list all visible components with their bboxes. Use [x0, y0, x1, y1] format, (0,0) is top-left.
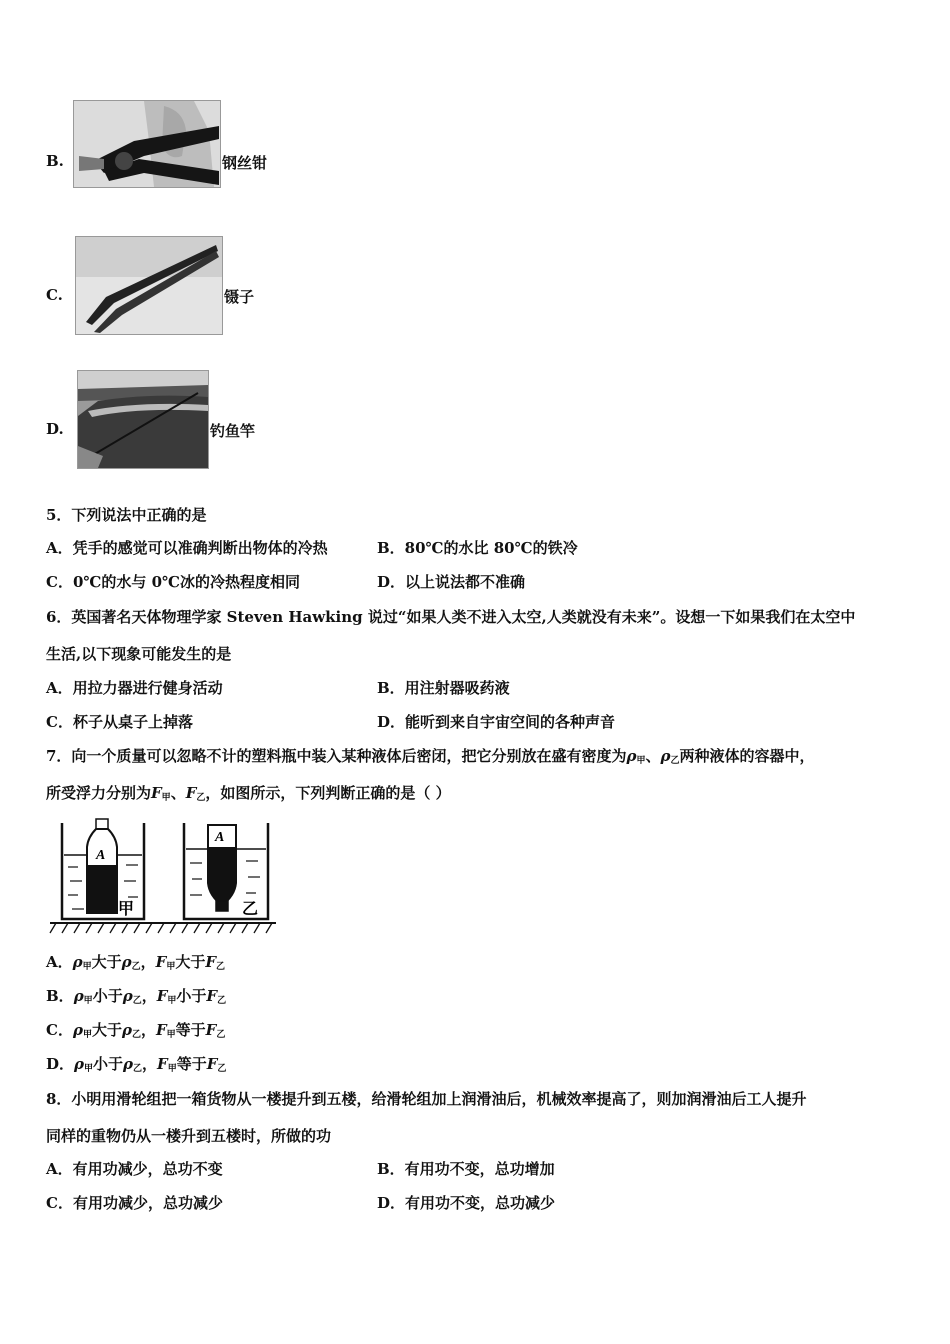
bottle-label-right: A	[215, 830, 225, 845]
q6-option-a: A．用拉力器进行健身活动	[46, 679, 223, 697]
q5-option-b: B．80℃的水比 80℃的铁冷	[377, 539, 578, 557]
buoyancy-figure	[46, 815, 278, 940]
q7-stem-line1: 7．向一个质量可以忽略不计的塑料瓶中装入某种液体后密闭，把它分别放在盛有密度为$\rho_甲$、$\rho_乙$两种液体的容器中，	[46, 747, 815, 766]
q8-option-d: D．有用功不变，总功减少	[377, 1194, 556, 1212]
bottle-label-left: A	[96, 848, 106, 863]
q6-stem-line2: 生活,以下现象可能发生的是	[46, 645, 232, 663]
q7-option-d: D．$\rho_甲$小于$\rho_乙$，$F_甲$等于$F_乙$	[46, 1055, 227, 1074]
q8-stem-line1: 8．小明用滑轮组把一箱货物从一楼提升到五楼，给滑轮组加上润滑油后，机械效率提高了，则加润滑油后工人提升	[46, 1090, 807, 1108]
q7-stem-line2: 所受浮力分别为$F_甲$、$F_乙$，如图所示，下列判断正确的是（ ）	[46, 784, 451, 803]
figure-label-yi: 乙	[242, 901, 259, 918]
fishing-rod-photo	[77, 370, 209, 469]
option-d-caption: 钓鱼竿	[210, 422, 256, 440]
tweezers-photo	[75, 236, 223, 335]
q5-option-c: C．0℃的水与 0℃冰的冷热程度相同	[46, 573, 300, 591]
q5-option-d: D．以上说法都不准确	[377, 573, 526, 591]
option-b-letter: B.	[46, 152, 64, 170]
q7-option-a: A．$\rho_甲$大于$\rho_乙$，$F_甲$大于$F_乙$	[46, 953, 226, 972]
option-c-letter: C.	[46, 286, 63, 304]
option-d-letter: D.	[46, 420, 64, 438]
pliers-photo	[73, 100, 221, 188]
q7-option-b: B．$\rho_甲$小于$\rho_乙$，$F_甲$小于$F_乙$	[46, 987, 227, 1006]
q8-option-c: C．有用功减少，总功减少	[46, 1194, 223, 1212]
q6-option-d: D．能听到来自宇宙空间的各种声音	[377, 713, 616, 731]
q6-option-b: B．用注射器吸药液	[377, 679, 510, 697]
q5-stem: 5．下列说法中正确的是	[46, 506, 207, 524]
q6-stem-line1: 6．英国著名天体物理学家 Steven Hawking 说过“如果人类不进入太空,人类就没有未来”。设想一下如果我们在太空中	[46, 608, 856, 626]
figure-label-jia: 甲	[118, 901, 135, 918]
q5-option-a: A．凭手的感觉可以准确判断出物体的冷热	[46, 539, 328, 557]
q7-option-c: C．$\rho_甲$大于$\rho_乙$，$F_甲$等于$F_乙$	[46, 1021, 226, 1040]
q8-stem-line2: 同样的重物仍从一楼升到五楼时，所做的功	[46, 1127, 332, 1145]
option-c-caption: 镊子	[224, 288, 255, 306]
option-b-caption: 钢丝钳	[222, 154, 268, 172]
q8-option-b: B．有用功不变，总功增加	[377, 1160, 555, 1178]
q6-option-c: C．杯子从桌子上掉落	[46, 713, 193, 731]
q8-option-a: A．有用功减少，总功不变	[46, 1160, 223, 1178]
